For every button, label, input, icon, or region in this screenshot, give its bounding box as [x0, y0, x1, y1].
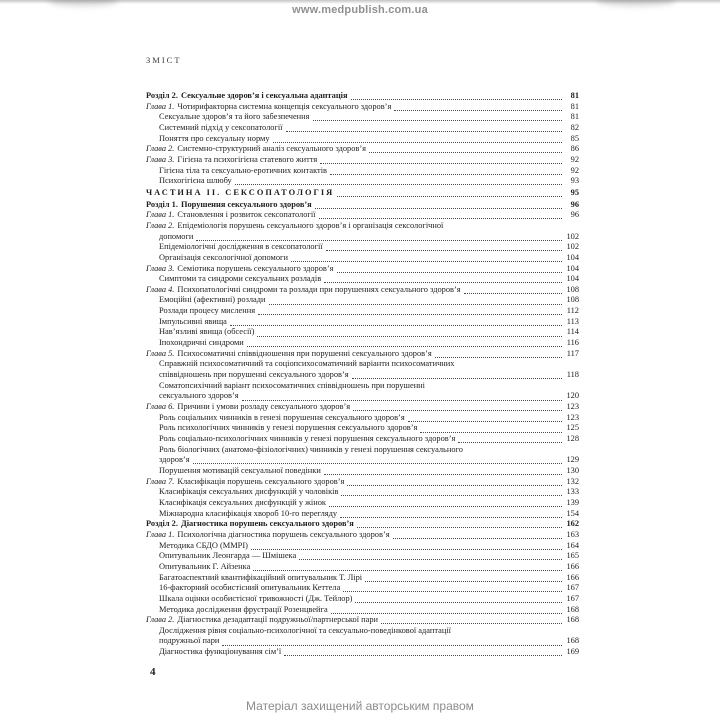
- toc-page-number: 118: [566, 370, 579, 380]
- toc-leader-dots: [331, 613, 562, 614]
- toc-entry-label: Імпульсивні явища: [159, 316, 227, 326]
- toc-entry: [146, 359, 579, 370]
- toc-entry-label: Становлення і розвиток сексопатології: [177, 210, 316, 220]
- toc-page-number: 104: [566, 274, 579, 284]
- toc-entry-label: Порушення мотивацій сексуальної поведінки: [159, 465, 321, 475]
- toc-entry-label: Системний підхід у сексопатології: [159, 122, 283, 132]
- toc-leader-dots: [393, 538, 562, 539]
- toc-entry: [146, 123, 579, 134]
- toc-page-number: 104: [566, 263, 579, 273]
- toc-entry: [146, 232, 579, 243]
- toc-entry: [146, 112, 579, 123]
- toc-page-number: 108: [566, 295, 579, 305]
- toc-page-number: 95: [570, 187, 579, 197]
- toc-entry-label: Причини і умови розладу сексуального здоров’я: [177, 402, 351, 412]
- toc-entry-label: Сексуальне здоров’я і сексуальна адаптація: [180, 91, 348, 100]
- toc-entry-prefix: Глава 7.: [146, 476, 175, 486]
- toc-entry-label: Семіотика порушень сексуального здоров’я: [177, 263, 334, 273]
- toc-entry-label: Психосоматичні співвідношення при порушенні сексуального здоров’я: [177, 348, 432, 358]
- toc-entry: [146, 242, 579, 253]
- toc-entry-label: Роль біологічних (анатомо-фізіологічних) чинників у генезі порушення сексуального: [159, 444, 463, 454]
- toc-entry-label: Психологічна діагностика порушень сексуального здоров’я: [177, 529, 390, 539]
- toc-page-number: 81: [570, 101, 579, 111]
- toc-entry-label: Сексуальне здоров’я та його забезпечення: [159, 112, 310, 122]
- toc-entry-label: Психопатологічні синдроми та розлади при порушеннях сексуального здоров’я: [177, 284, 461, 294]
- toc-leader-dots: [247, 346, 562, 347]
- toc-entry: [146, 509, 579, 520]
- toc-entry: [146, 541, 579, 552]
- toc-page-number: 123: [566, 402, 579, 412]
- toc-leader-dots: [222, 645, 562, 646]
- toc-page-number: 169: [566, 647, 579, 657]
- toc-page-number: 168: [566, 636, 579, 646]
- toc-page-number: 130: [566, 465, 579, 475]
- toc-leader-dots: [313, 120, 563, 121]
- toc-entry-label: Методика дослідження фрустрації Розенцвейга: [159, 604, 328, 614]
- toc-entry: [146, 317, 579, 328]
- toc-entry-label: Діагностика дезадаптації подружньої/партнерської пари: [177, 615, 379, 625]
- toc-entry-label: Роль психологічних чинників у генезі порушення сексуального здоров’я: [159, 423, 418, 433]
- toc-page-number: 92: [570, 154, 579, 164]
- toc-leader-dots: [353, 410, 562, 411]
- toc-leader-dots: [343, 591, 562, 592]
- toc-leader-dots: [351, 99, 562, 100]
- toc-entry: [146, 264, 579, 275]
- toc-entry-label: допомоги: [159, 231, 194, 241]
- toc-entry-label: Організація сексологічної допомоги: [159, 252, 288, 262]
- toc-page-number: 125: [566, 423, 579, 433]
- toc-leader-dots: [324, 282, 562, 283]
- toc-entry-prefix: Глава 3.: [146, 154, 175, 164]
- toc-leader-dots: [251, 549, 562, 550]
- toc-entry: [146, 466, 579, 477]
- toc-entry-label: Класифікація сексуальних дисфункцій у жінок: [159, 497, 327, 507]
- toc-entry: [146, 210, 579, 221]
- toc-page-number: 133: [566, 487, 579, 497]
- toc-entry-prefix: Глава 2.: [146, 144, 175, 154]
- toc-entry: [146, 102, 579, 113]
- toc-leader-dots: [258, 314, 562, 315]
- toc-page-number: 86: [570, 144, 579, 154]
- toc-entry-label: Роль соціально-психологічних чинників у генезі порушення сексуального здоров’я: [159, 434, 456, 443]
- toc-leader-dots: [242, 400, 562, 401]
- toc-entry-prefix: Глава 3.: [146, 263, 175, 273]
- toc-leader-dots: [352, 378, 562, 379]
- toc-entry: [146, 295, 579, 306]
- toc-entry-label: сексуального здоров’я: [159, 391, 239, 401]
- toc-page-number: 162: [566, 519, 579, 529]
- toc-leader-dots: [291, 261, 562, 262]
- toc-page-number: 113: [566, 316, 579, 326]
- toc-entry: [146, 487, 579, 498]
- toc-leader-dots: [269, 304, 562, 305]
- toc-page-number: 96: [570, 199, 579, 209]
- toc-leader-dots: [365, 581, 562, 582]
- toc-leader-dots: [286, 131, 562, 132]
- toc-entry: [146, 445, 579, 456]
- toc-leader-dots: [193, 463, 562, 464]
- toc-entry-label: Психогігієна шлюбу: [159, 176, 232, 186]
- toc-page-number: 139: [566, 497, 579, 507]
- toc-page-number: 104: [566, 252, 579, 262]
- toc-entry: [146, 253, 579, 264]
- toc-page-number: 154: [566, 508, 579, 518]
- toc-entry-label: Дослідження рівня соціально-психологічної та сексуально-поведінкової адаптації: [159, 625, 451, 635]
- toc-page-number: 167: [566, 593, 579, 603]
- toc-entry: [146, 647, 579, 658]
- toc-page-number: 82: [570, 122, 579, 132]
- toc-leader-dots: [299, 559, 562, 560]
- toc-entry: [146, 274, 579, 285]
- toc-entry-label: Порушення сексуального здоров’я: [180, 199, 312, 209]
- toc-entry: [146, 285, 579, 296]
- toc-page-number: 132: [566, 476, 579, 486]
- toc-leader-dots: [196, 240, 562, 241]
- toc-leader-dots: [230, 325, 562, 326]
- toc-entry-label: Системно-структурний аналіз сексуального здоров’я: [177, 144, 367, 154]
- toc-page-number: 123: [566, 412, 579, 422]
- page-title: ЗМІСТ: [146, 55, 182, 65]
- toc-leader-dots: [315, 208, 562, 209]
- toc-page-number: 117: [566, 348, 579, 358]
- toc-entry-label: Справжній психосоматичний та соціопсихосоматичний варіанти психосоматичних: [159, 359, 455, 369]
- toc-entry: [146, 583, 579, 594]
- toc-entry: [146, 551, 579, 562]
- toc-page-number: 93: [570, 176, 579, 186]
- toc-entry-prefix: Глава 2.: [146, 615, 175, 625]
- toc-entry: [146, 338, 579, 349]
- toc-entry: [146, 176, 579, 187]
- toc-leader-dots: [257, 336, 562, 337]
- toc-entry: [146, 423, 579, 434]
- toc-entry: [146, 391, 579, 402]
- toc-entry: [146, 327, 579, 338]
- toc-leader-dots: [355, 602, 562, 603]
- toc-leader-dots: [324, 474, 562, 475]
- toc-entry-prefix: Розділ 1.: [146, 199, 178, 209]
- toc-page-number: 167: [566, 583, 579, 593]
- toc-entry-label: Поняття про сексуальну норму: [159, 133, 270, 143]
- toc-entry: [146, 498, 579, 509]
- publisher-url-watermark: www.medpublish.com.ua: [292, 4, 428, 16]
- toc-entry: [146, 519, 579, 530]
- toc-entry: [146, 200, 579, 211]
- toc-entry-label: Опитувальник Г. Айзенка: [159, 561, 251, 571]
- toc-entry-label: Діагностика функціонування сім’ї: [159, 647, 282, 657]
- toc-entry: [146, 155, 579, 166]
- toc-page-number: 96: [570, 210, 579, 220]
- toc-leader-dots: [235, 184, 562, 185]
- toc-entry-prefix: Глава 2.: [146, 220, 175, 230]
- toc-entry-label: Емоційні (афективні) розлади: [159, 295, 266, 305]
- toc-page-number: 102: [566, 242, 579, 252]
- toc-entry: [146, 221, 579, 232]
- toc-entry-label: 16-факторний особистісний опитувальник Кеттела: [159, 583, 341, 593]
- toc-entry: [146, 573, 579, 584]
- toc-leader-dots: [369, 152, 562, 153]
- toc-list: [146, 91, 579, 658]
- toc-leader-dots: [284, 655, 562, 656]
- toc-page-number: 166: [566, 561, 579, 571]
- toc-page-number: 120: [566, 391, 579, 401]
- toc-entry: [146, 530, 579, 541]
- toc-entry: [146, 477, 579, 488]
- toc-entry: [146, 144, 579, 155]
- toc-leader-dots: [347, 485, 562, 486]
- toc-entry-prefix: Глава 4.: [146, 284, 175, 294]
- toc-entry-prefix: Глава 5.: [146, 348, 175, 358]
- toc-entry-label: Методика СБДО (ММРІ): [159, 540, 248, 550]
- toc-page-number: 108: [566, 284, 579, 294]
- toc-leader-dots: [330, 174, 562, 175]
- toc-page-number: 129: [566, 455, 579, 465]
- toc-entry: [146, 402, 579, 413]
- toc-entry-label: здоров’я: [159, 455, 190, 465]
- toc-entry: [146, 615, 579, 626]
- toc-entry-label: Міжнародна класифікація хвороб 10-го перегляду: [159, 508, 338, 518]
- toc-page-number: 168: [566, 604, 579, 614]
- toc-leader-dots: [319, 218, 563, 219]
- toc-leader-dots: [337, 272, 562, 273]
- toc-leader-dots: [357, 527, 562, 528]
- toc-leader-dots: [329, 506, 562, 507]
- toc-leader-dots: [326, 250, 562, 251]
- toc-leader-dots: [340, 517, 562, 518]
- toc-leader-dots: [420, 432, 562, 433]
- toc-entry: [146, 370, 579, 381]
- toc-page-number: 168: [566, 615, 579, 625]
- toc-entry-label: Соматопсихічний варіант психосоматичних співвідношень при порушенні: [159, 380, 425, 390]
- toc-entry: [146, 455, 579, 466]
- toc-entry: [146, 636, 579, 647]
- toc-entry: [146, 306, 579, 317]
- toc-entry-prefix: Розділ 2.: [146, 519, 178, 529]
- toc-entry-label: Симптоми та синдроми сексуальних розладів: [159, 274, 322, 284]
- copyright-watermark: Матеріал захищений авторським правом: [246, 699, 474, 713]
- toc-leader-dots: [435, 357, 562, 358]
- page-number: 4: [150, 666, 156, 678]
- toc-page-number: 85: [570, 133, 579, 143]
- toc-entry-label: Епідеміологія порушень сексуального здоров’я і організація сексологічної: [177, 220, 444, 230]
- toc-entry: [146, 381, 579, 392]
- toc-entry-label: Шкала оцінки особистісної тривожності (Дж. Тейлор): [159, 593, 353, 603]
- toc-entry-prefix: Глава 1.: [146, 210, 175, 220]
- toc-page-number: 81: [570, 112, 579, 122]
- toc-entry-label: Розлади процесу мислення: [159, 306, 256, 316]
- toc-entry-label: Епідеміологічні дослідження в сексопатології: [159, 242, 323, 252]
- toc-entry-label: Гігієна та психогігієна статевого життя: [177, 154, 318, 164]
- toc-entry-label: Класифікація порушень сексуального здоров’я: [177, 476, 345, 486]
- toc-page-number: 114: [566, 327, 579, 337]
- toc-leader-dots: [337, 196, 562, 197]
- toc-entry-label: Іпохондричні синдроми: [159, 338, 244, 348]
- toc-entry: [146, 166, 579, 177]
- toc-leader-dots: [253, 570, 562, 571]
- toc-entry-label: Роль соціальних чинників в генезі порушення сексуального здоров’я: [159, 412, 405, 422]
- toc-page-number: 116: [566, 338, 579, 348]
- toc-entry: [146, 605, 579, 616]
- toc-leader-dots: [273, 142, 562, 143]
- toc-entry-label: Класифікація сексуальних дисфункцій у чоловіків: [159, 487, 339, 497]
- toc-entry-label: ЧАСТИНА II. СЕКСОПАТОЛОГІЯ: [146, 187, 335, 197]
- toc-page-number: 163: [566, 529, 579, 539]
- toc-entry: [146, 188, 579, 199]
- toc-entry: [146, 413, 579, 424]
- toc-leader-dots: [394, 110, 562, 111]
- toc-leader-dots: [341, 495, 562, 496]
- toc-page-number: 112: [566, 306, 579, 316]
- toc-entry-label: співвідношень при порушенні сексуального здоров’я: [159, 370, 349, 380]
- toc-leader-dots: [320, 163, 562, 164]
- toc-page-number: 81: [570, 91, 579, 100]
- toc-entry: [146, 562, 579, 573]
- toc-entry-label: Діагностика порушень сексуального здоров’я: [180, 519, 354, 529]
- toc-entry-label: подружньої пари: [159, 636, 220, 646]
- toc-leader-dots: [381, 623, 562, 624]
- toc-entry: [146, 594, 579, 605]
- toc-page-number: 92: [570, 165, 579, 175]
- toc-page-number: 102: [566, 231, 579, 241]
- toc-entry-label: Багатоаспектний квантифікаційний опитувальник Т. Лірі: [159, 572, 363, 582]
- toc-entry: [146, 626, 579, 637]
- toc-entry-label: Нав’язливі явища (обсесії): [159, 327, 255, 337]
- toc-page-number: 164: [566, 540, 579, 550]
- toc-page-number: 166: [566, 572, 579, 582]
- toc-entry: [146, 349, 579, 360]
- toc-leader-dots: [458, 442, 562, 443]
- toc-leader-dots: [464, 293, 562, 294]
- toc-entry-label: Опитувальник Леонгарда — Шмішека: [159, 551, 297, 561]
- toc-entry-prefix: Розділ 2.: [146, 91, 178, 100]
- toc-entry: [146, 91, 579, 102]
- toc-entry: [146, 434, 579, 445]
- toc-entry-prefix: Глава 6.: [146, 402, 175, 412]
- toc-leader-dots: [408, 421, 562, 422]
- toc-page-number: 165: [566, 551, 579, 561]
- toc-entry-label: Гігієна тіла та сексуально-еротичних контактів: [159, 165, 327, 175]
- toc-entry-label: Чотирифакторна системна концепція сексуального здоров’я: [177, 101, 392, 111]
- toc-entry-prefix: Глава 1.: [146, 529, 175, 539]
- toc-entry-prefix: Глава 1.: [146, 101, 175, 111]
- toc-entry: [146, 134, 579, 145]
- toc-page-number: 128: [566, 434, 579, 443]
